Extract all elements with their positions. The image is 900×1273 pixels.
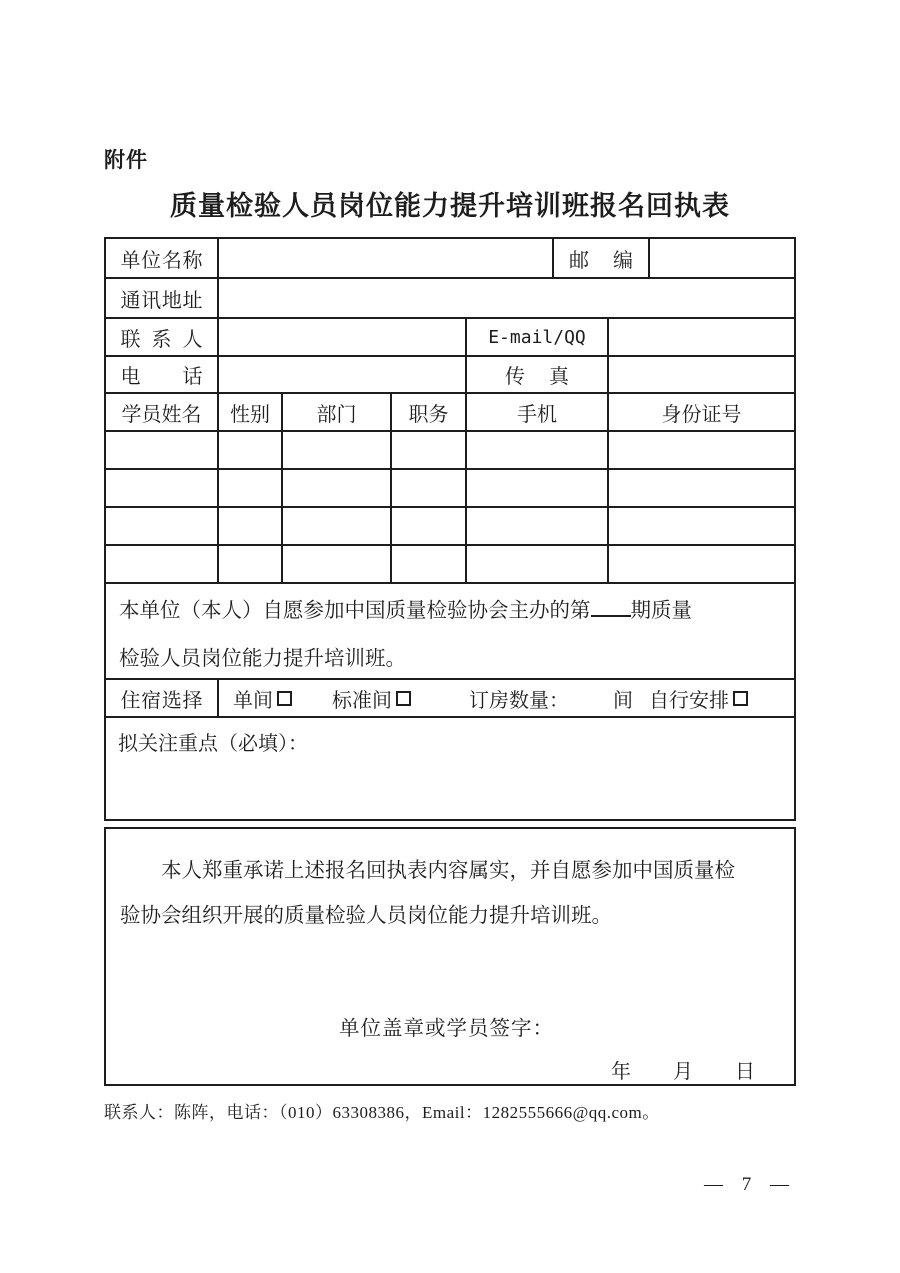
fax-value-cell [609,357,794,392]
phone-label: 电话 [120,366,203,388]
header-label: 学员姓名 [121,403,202,426]
contact-label-cell [106,319,219,355]
student-header-row [106,394,794,432]
page-number: — 7 — [704,1174,796,1195]
registration-form-table [104,237,796,821]
empty-cell [219,432,283,468]
empty-cell [392,470,467,506]
header-department [283,394,392,430]
header-id-number [609,394,794,430]
unit-name-label-cell [106,239,219,277]
accommodation-label: 住宿选择 [120,689,203,712]
participation-statement [106,584,794,678]
contact-value-cell [219,319,467,355]
commitment-line1: 本人郑重承诺上述报名回执表内容属实，并自愿参加中国质量检 [161,860,735,882]
empty-cell [467,546,609,582]
quantity-unit-label: 间 [613,689,633,712]
empty-cell [283,470,392,506]
commitment-line2: 验协会组织开展的质量检验人员岗位能力提升培训班。 [120,905,612,927]
empty-cell [283,546,392,582]
empty-cell [283,432,392,468]
focus-row [106,718,794,819]
postal-code-value-cell [650,239,794,277]
student-empty-row [106,432,794,470]
option-standard-room [332,684,411,713]
address-label: 通讯地址 [120,289,203,312]
empty-cell [219,546,283,582]
empty-cell [467,508,609,544]
year-label: 年 [611,1061,631,1083]
commitment-text [106,829,794,939]
unit-name-label: 单位名称 [120,249,203,272]
statement-line1-before: 本单位（本人）自愿参加中国质量检验协会主办的第 [119,600,591,622]
header-position [392,394,467,430]
option-label: 标准间 [332,689,392,712]
student-empty-row [106,508,794,546]
empty-cell [283,508,392,544]
email-label-cell [467,319,609,355]
signature-label: 单位盖章或学员签字： [339,1018,554,1040]
statement-line1-after: 期质量 [630,600,692,622]
table-row [106,239,794,279]
month-label: 月 [673,1061,693,1083]
empty-cell [106,508,219,544]
header-label: 部门 [316,403,357,426]
phone-label-cell [106,357,219,392]
empty-cell [392,546,467,582]
header-mobile [467,394,609,430]
address-value-cell [219,279,794,317]
header-label: 性别 [230,403,270,426]
date-line [611,1055,755,1084]
header-student-name [106,394,219,430]
fax-label-cell [467,357,609,392]
email-qq-label: E-mail/QQ [488,326,586,348]
empty-cell [467,432,609,468]
empty-cell [392,508,467,544]
email-value-cell [609,319,794,355]
empty-cell [609,508,794,544]
table-row [106,357,794,394]
empty-cell [609,546,794,582]
header-label: 手机 [517,403,557,426]
table-row [106,319,794,357]
header-label: 职务 [408,403,449,426]
postal-code-label-cell [554,239,650,277]
accommodation-row [106,680,794,718]
empty-cell [106,432,219,468]
accommodation-label-cell [106,680,219,716]
day-label: 日 [735,1061,755,1083]
empty-cell [219,470,283,506]
statement-line2: 检验人员岗位能力提升培训班。 [119,648,406,670]
fax-label: 传真 [505,366,569,388]
booking-quantity-label: 订房数量： [469,689,569,712]
option-single-room [233,684,292,713]
checkbox-icon [733,691,748,706]
commitment-box [104,827,796,1086]
header-gender [219,394,283,430]
empty-cell [392,432,467,468]
table-row [106,279,794,319]
empty-cell [106,470,219,506]
unit-name-value-cell [219,239,554,277]
empty-cell [106,546,219,582]
empty-cell [467,470,609,506]
attachment-label: 附件 [104,149,148,172]
phone-value-cell [219,357,467,392]
empty-cell [219,508,283,544]
student-empty-row [106,546,794,584]
contact-label: 联系人 [120,328,203,351]
accommodation-options-cell [219,680,794,716]
page-title: 质量检验人员岗位能力提升培训班报名回执表 [170,191,730,221]
participation-statement-row [106,584,794,680]
option-self-arranged [649,684,748,713]
postal-code-label: 邮编 [569,249,633,272]
address-label-cell [106,279,219,317]
blank-underline [591,593,631,617]
checkbox-icon [277,691,292,706]
checkbox-icon [396,691,411,706]
empty-cell [609,432,794,468]
empty-cell [609,470,794,506]
header-label: 身份证号 [661,403,742,426]
focus-label: 拟关注重点（必填）： [118,733,308,755]
student-empty-row [106,470,794,508]
option-label: 自行安排 [649,689,729,712]
footer-contact-info: 联系人：陈阵，电话：（010）63308386，Email：1282555666@qq.com。 [104,1103,660,1122]
option-label: 单间 [233,689,273,712]
